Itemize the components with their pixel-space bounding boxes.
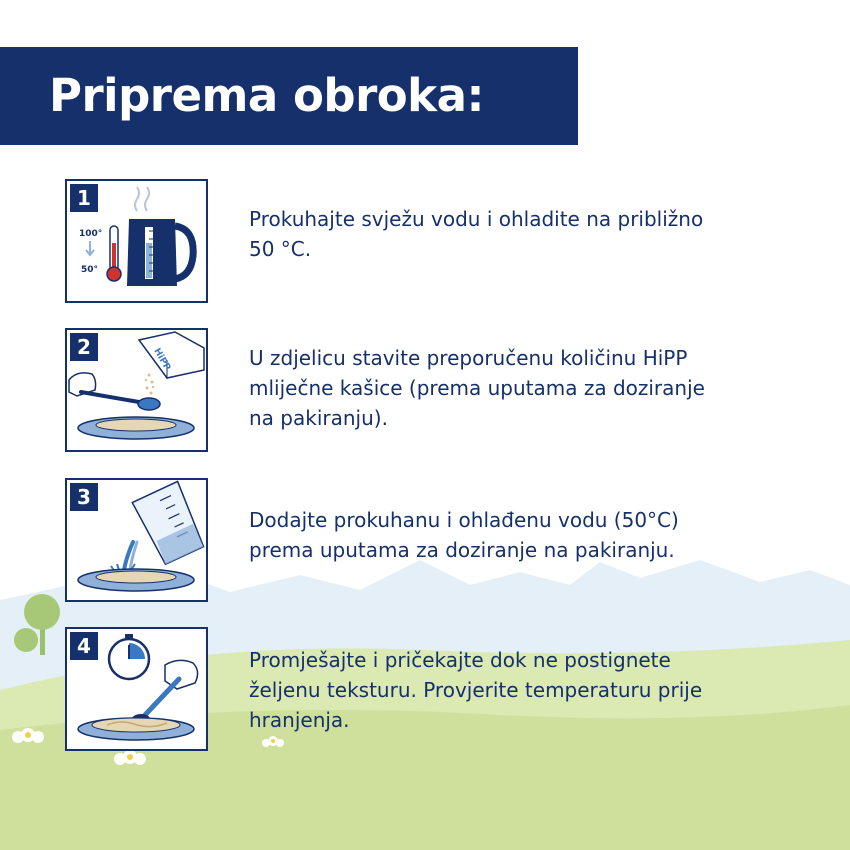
thermo-high-label: 100° — [79, 229, 103, 239]
step-2-text: U zdjelicu stavite preporučenu količinu HiPP mliječne kašice (prema uputama za doziranje na pakiranju). — [249, 346, 705, 430]
stir-timer-icon — [65, 627, 208, 751]
step-1 — [0, 179, 850, 303]
step-number: 2 — [70, 333, 98, 361]
step-3-text: Dodajte prokuhanu i ohlađenu vodu (50°C) prema uputama za doziranje na pakiranju. — [249, 508, 679, 562]
box-label: HiPP — [151, 346, 172, 373]
page-title: Priprema obroka: — [49, 69, 484, 122]
step-2 — [0, 328, 850, 452]
step-number: 1 — [70, 184, 98, 212]
step-1-text: Prokuhajte svježu vodu i ohladite na približno 50 °C. — [249, 207, 704, 261]
step-number: 3 — [70, 483, 98, 511]
step-3 — [0, 478, 850, 602]
step-4-text: Promješajte i pričekajte dok ne postignete željenu teksturu. Provjerite temperaturu prije hranjenja. — [249, 648, 703, 732]
step-number: 4 — [70, 632, 98, 660]
kettle-thermometer-icon — [65, 179, 208, 303]
pour-water-icon — [65, 478, 208, 602]
thermo-low-label: 50° — [81, 265, 99, 275]
timer-icon — [109, 634, 149, 679]
step-4 — [0, 627, 850, 751]
title-banner — [0, 47, 578, 145]
spoon-cereal-icon — [65, 328, 208, 452]
